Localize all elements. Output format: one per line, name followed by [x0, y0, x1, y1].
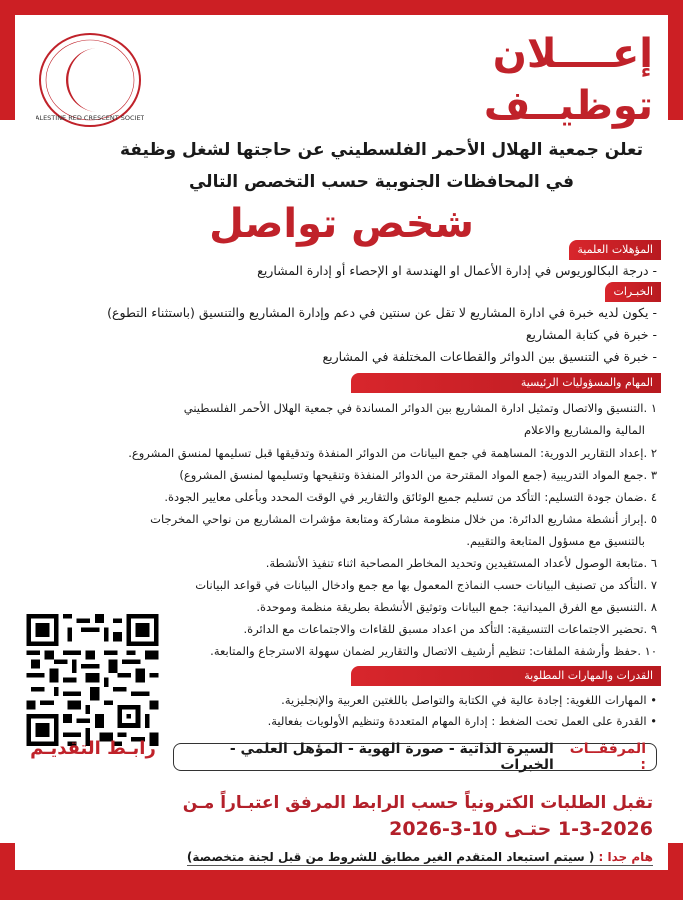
important-label: هام جدا : [598, 850, 653, 864]
svg-text:PALESTINE RED CRESCENT SOCIETY: PALESTINE RED CRESCENT SOCIETY [36, 114, 144, 122]
section-badge-experience: الخبـرات [605, 282, 661, 302]
skill-item: • القدرة على العمل تحت الضغط : إدارة المهام المتعددة وتنظيم الأولويات بفعالية. [267, 714, 657, 728]
important-value: ( سيتم استبعاد المتقدم الغير مطابق للشروط من قبل لجنة متخصصة) [186, 850, 595, 864]
title-line-1: إعــــلان [492, 31, 653, 77]
intro-line-2: في المحافظات الجنوبية حسب التخصص التالي [188, 172, 575, 192]
important-note [187, 850, 653, 866]
section-badge-qualifications: المؤهلات العلمية [569, 240, 661, 260]
experience-item: - يكون لديه خبرة في ادارة المشاريع لا تقل عن سنتين في دعم وإدارة المشاريع والتنسيق (باستثناء التطوع) [107, 305, 657, 320]
red-crescent-logo-icon [36, 30, 144, 130]
qr-code-icon[interactable] [26, 614, 159, 746]
application-notice: تقبل الطلبات الكترونياً حسب الرابط المرفق اعتبـاراً مـن [182, 793, 653, 813]
qualification-item: - درجة البكالوريوس في إدارة الأعمال او الهندسة او الإحصاء أو إدارة المشاريع [257, 263, 657, 278]
responsibility-item: ٧ .التأكد من تصنيف البيانات حسب النماذج المعمول بها مع جمع وادخال البيانات في قواعد البيانات [195, 578, 657, 592]
section-badge-responsibilities: المهام والمسؤوليات الرئيسية [351, 373, 661, 393]
responsibility-item: ٤ .ضمان جودة التسليم: التأكد من تسليم جميع الوثائق والتقارير في الوقت المحدد وبأعلى معايير الجودة. [164, 490, 657, 504]
frame-right-top [668, 0, 683, 120]
frame-top-bar [0, 0, 683, 15]
attachments-label: المرفقــات : [569, 741, 646, 773]
responsibility-item: ٩ .تحضير الاجتماعات التنسيقية: التأكد من اعداد مسبق للقاءات والاجتماعات مع الدائرة. [243, 622, 657, 636]
frame-left-top [0, 0, 15, 120]
responsibility-item-continued: المالية والمشاريع والاعلام [524, 423, 645, 437]
announcement-title [484, 28, 653, 132]
experience-item: - خبرة في التنسيق بين الدوائر والقطاعات المختلفة في المشاريع [322, 349, 657, 364]
attachments-value: السيرة الذاتية - صورة الهوية - المؤهل العلمي - الخبرات [229, 741, 554, 773]
skill-item: • المهارات اللغوية: إجادة عالية في الكتابة والتواصل باللغتين العربية والإنجليزية. [281, 693, 657, 707]
responsibility-item: ١ .التنسيق والاتصال وتمثيل ادارة المشاريع بين الدوائر المساندة في جمعية الهلال الأحمر الفلسطيني [183, 401, 657, 415]
application-dates: 1-3-2026 حتـى 10-3-2026 [389, 818, 653, 840]
job-title: شخص تواصل [209, 201, 474, 247]
responsibility-item: ٥ .إبراز أنشطة مشاريع الدائرة: من خلال منظومة مشاركة ومتابعة مؤشرات المشاريع من نواحي المخرجات [150, 512, 657, 526]
responsibility-item: ٨ .التنسيق مع الفرق الميدانية: جمع البيانات وتوثيق الأنشطة بطريقة منظمة وموحدة. [256, 600, 657, 614]
responsibility-item: ٢ .إعداد التقارير الدورية: المساهمة في جمع البيانات من الدوائر المنفذة وتدقيقها قبل تسليمها لمنسق المشروع. [128, 446, 657, 460]
responsibility-item-continued: بالتنسيق مع مسؤول المتابعة والتقييم. [466, 534, 645, 548]
section-badge-skills: القدرات والمهارات المطلوبة [351, 666, 661, 686]
attachments-box [173, 743, 657, 771]
responsibility-item: ٣ .جمع المواد التدريبية (جمع المواد المقترحة من الدوائر المنفذة وتنقيحها وتسليمها لمنسق المشروع) [179, 468, 657, 482]
responsibility-item: ٦ .متابعة الوصول لأعداد المستفيدين وتحديد المخاطر المصاحبة اثناء تنفيذ الأنشطة. [265, 556, 657, 570]
intro-line-1: تعلن جمعية الهلال الأحمر الفلسطيني عن حاجتها لشغل وظيفة [119, 140, 644, 160]
frame-bottom-bar [0, 870, 683, 900]
title-line-2: توظيــف [483, 83, 653, 129]
application-link-label[interactable]: رابـط التقديـم [30, 738, 156, 759]
experience-item: - خبرة في كتابة المشاريع [525, 327, 657, 342]
responsibility-item: ١٠ .حفظ وأرشفة الملفات: تنظيم أرشيف الاتصال والتقارير لضمان سهولة الاسترجاع والمتابعة. [210, 644, 657, 658]
